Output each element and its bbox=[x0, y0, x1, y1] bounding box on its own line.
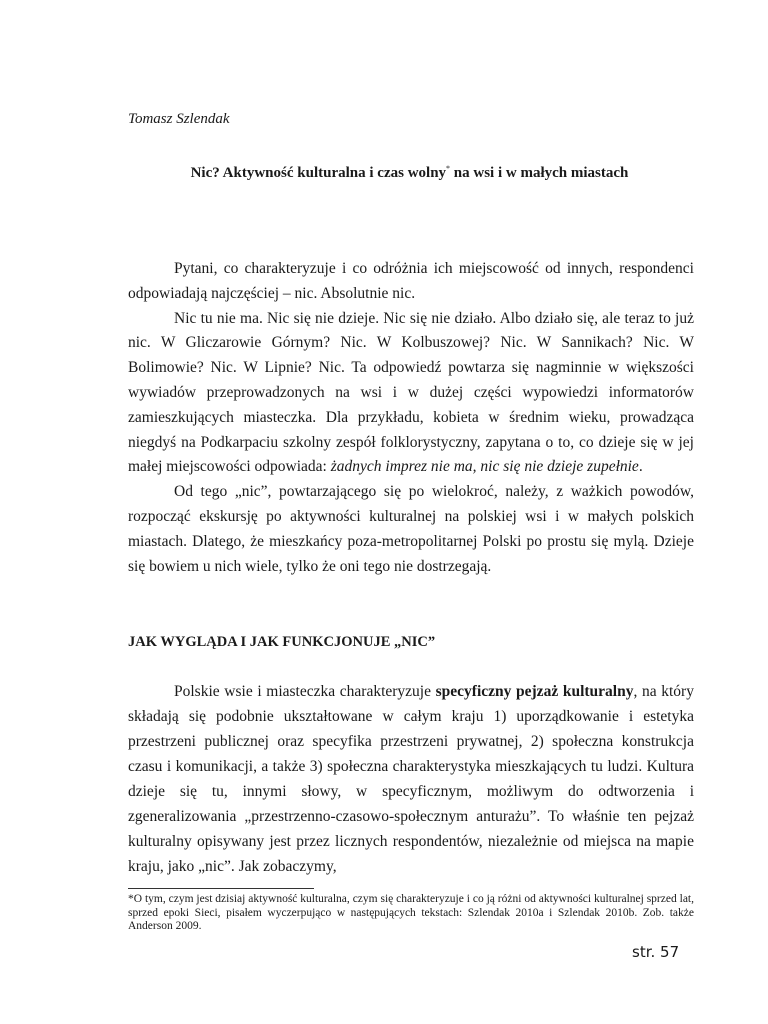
article-title bbox=[128, 159, 691, 183]
paragraph-2 bbox=[128, 307, 694, 481]
section-heading: JAK WYGLĄDA I JAK FUNKCJONUJE „NIC” bbox=[128, 634, 436, 650]
paragraph-1: Pytani, co charakteryzuje i co odróżnia ich miejscowość od innych, respondenci odpowiadają najczęściej – nic. Absolutnie nic. bbox=[128, 260, 694, 302]
section-paragraph-bold: specyficzny pejzaż kulturalny bbox=[435, 683, 634, 700]
title-text: Nic? Aktywność kulturalna i czas wolny bbox=[190, 165, 447, 181]
section-paragraph-before: Polskie wsie i miasteczka charakteryzuje bbox=[174, 683, 436, 700]
footnote-divider bbox=[128, 888, 314, 889]
paragraph-2-text: Nic tu nie ma. Nic się nie dzieje. Nic się nie działo. Albo działo się, ale teraz to już nic. W Gliczarowie Górnym? Nic. W Kolbuszowej? Nic. W Sannikach? Nic. W Bolimowie? Nic. W Lipnie? Nic. Ta odpowiedź powtarza się nagminnie w większości wywiadów przeprowadzonych na wsi i w dużej części wypowiedzi informatorów zamieszkujących miasteczka. Dla przykładu, kobieta w średnim wieku, prowadząca niegdyś na Podkarpaciu szkolny zespół folklorystyczny, zapytana o to, co dzieje się w jej małej miejscowości odpowiada: bbox=[128, 309, 694, 476]
section-body bbox=[128, 679, 694, 879]
paragraph-2-end: . bbox=[638, 458, 643, 476]
title-footnote-mark[interactable]: * bbox=[446, 164, 451, 173]
footnote: *O tym, czym jest dzisiaj aktywność kulturalna, czym się charakteryzuje i co ją różni od aktywności kulturalnej sprzed lat, sprzed epoki Sieci, pisałem wyczerpująco w następujących tekstach: Szlendak 2010a i Szlendak 2010b. Zob. także Anderson 2009. bbox=[128, 893, 694, 932]
intro-section bbox=[128, 257, 694, 579]
title-text-after: na wsi i w małych miastach bbox=[450, 165, 629, 181]
section-paragraph bbox=[128, 679, 694, 879]
section-paragraph-after: , na który składają się podobnie ukształtowane w całym kraju 1) uporządkowanie i estetyka przestrzeni publicznej oraz specyfika przestrzeni prywatnej, 2) społeczna konstrukcja czasu i komunikacji, a także 3) społeczna charakterystyka mieszkających tu ludzi. Kultura dzieje się tu, innymi słowy, w specyficznym, możliwym do odtworzenia i zgeneralizowania „przestrzenno-czasowo-społecznym anturażu”. To właśnie ten pejzaż kulturalny opisywany jest przez licznych respondentów, niezależnie od miejsca na mapie kraju, jako „nic”. Jak zobaczymy, bbox=[128, 683, 694, 875]
page-number: str. 57 bbox=[632, 943, 680, 961]
paragraph-3: Od tego „nic”, powtarzającego się po wielokroć, należy, z ważkich powodów, rozpocząć ekskursję po aktywności kulturalnej na polskiej wsi i w małych polskich miastach. Dlatego, że mieszkańcy poza-metropolitarnej Polski po prostu się mylą. Dzieje się bowiem u nich wiele, tylko że oni tego nie dostrzegają. bbox=[128, 483, 694, 575]
author-name: Tomasz Szlendak bbox=[128, 111, 230, 127]
paragraph-2-quote: żadnych imprez nie ma, nic się nie dzieje zupełnie bbox=[330, 458, 639, 476]
